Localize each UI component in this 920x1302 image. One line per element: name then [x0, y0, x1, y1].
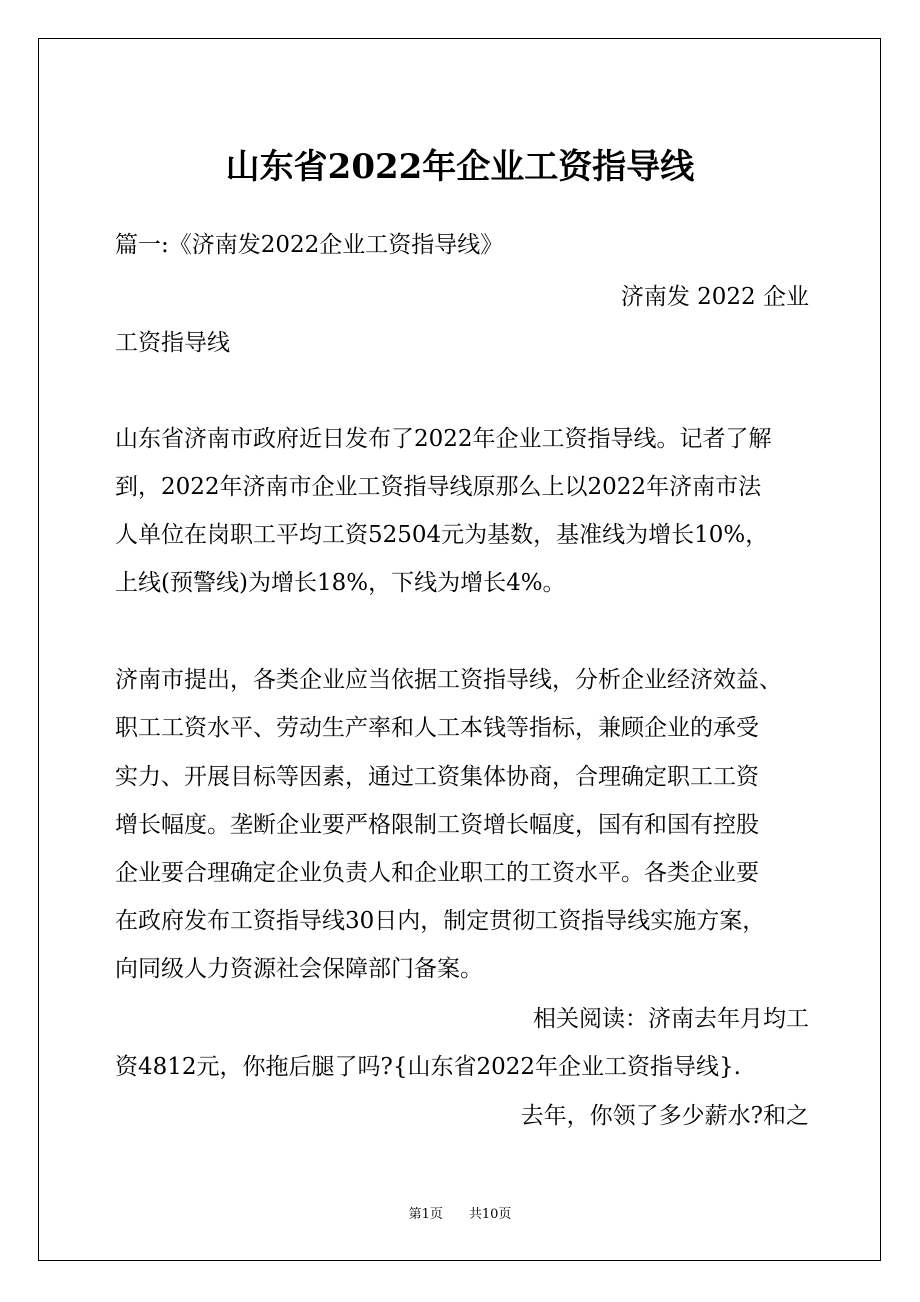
paragraph-1-line: 山东省济南市政府近日发布了2022年企业工资指导线。记者了解 — [115, 426, 772, 452]
paragraph-2-line: 在政府发布工资指导线30日内，制定贯彻工资指导线实施方案， — [115, 908, 766, 934]
page-total: 共10页 — [468, 1207, 512, 1222]
paragraph-2-line: 职工工资水平、劳动生产率和人工本钱等指标，兼顾企业的承受 — [115, 715, 759, 741]
paragraph-2-line: 增长幅度。垄断企业要严格限制工资增长幅度，国有和国有控股 — [115, 812, 759, 838]
subtitle-line-1: 济南发 2022 企业 — [620, 284, 809, 310]
page-number: 第1页 — [408, 1207, 443, 1222]
paragraph-1-line: 到，2022年济南市企业工资指导线原那么上以2022年济南市法 — [115, 474, 762, 500]
subtitle-line-2: 工资指导线 — [115, 330, 230, 356]
paragraph-1-line: 人单位在岗职工平均工资52504元为基数，基准线为增长10%， — [115, 522, 769, 548]
related-reading-line-2: 资4812元，你拖后腿了吗?{山东省2022年企业工资指导线}. — [115, 1054, 741, 1080]
paragraph-2-line: 向同级人力资源社会保障部门备案。 — [115, 956, 483, 982]
page-footer — [0, 1205, 920, 1225]
paragraph-2-line: 实力、开展目标等因素，通过工资集体协商，合理确定职工工资 — [115, 764, 759, 790]
paragraph-1-line: 上线(预警线)为增长18%，下线为增长4%。 — [115, 570, 566, 596]
paragraph-2-line: 企业要合理确定企业负责人和企业职工的工资水平。各类企业要 — [115, 860, 759, 886]
paragraph-2-line: 济南市提出，各类企业应当依据工资指导线，分析企业经济效益、 — [115, 667, 782, 693]
related-reading-line-1: 相关阅读：济南去年月均工 — [533, 1006, 809, 1032]
document-title: 山东省2022年企业工资指导线 — [225, 147, 695, 187]
closing-line: 去年，你领了多少薪水?和之 — [520, 1103, 809, 1129]
section-heading: 篇一:《济南发2022企业工资指导线》 — [115, 232, 504, 258]
